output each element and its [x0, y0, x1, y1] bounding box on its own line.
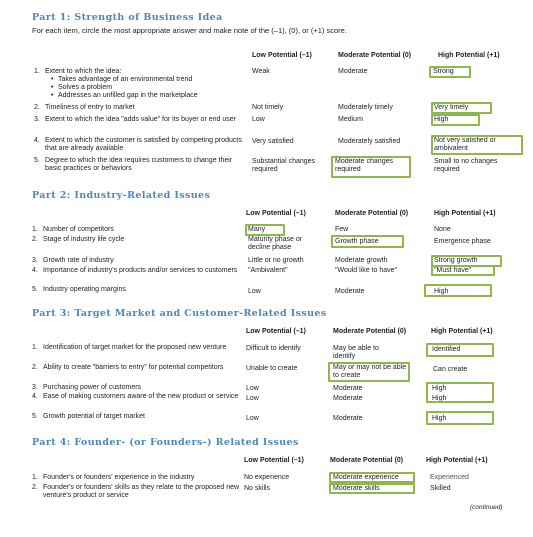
selection-box[interactable] — [424, 284, 492, 297]
part2-row5-moderate: Moderate — [335, 288, 365, 295]
part3-col-low: Low Potential (–1) — [246, 328, 306, 335]
row-number: 2. — [32, 364, 38, 371]
part1-row1-moderate: Moderate — [338, 68, 368, 75]
row-criterion: Number of competitors — [43, 226, 114, 233]
row-criterion: Extent to which the customer is satisfied by competing products that are already available — [45, 137, 242, 152]
part2-row2-low: Maturity phase or decline phase — [248, 236, 303, 251]
part4-row1-high: Experienced — [430, 474, 469, 481]
row-number: 1. — [32, 474, 38, 481]
row-number: 4. — [32, 267, 38, 274]
part2-row4-high: "Must have" — [434, 267, 472, 274]
row-criterion: Founder's or founders' skills as they relate to the proposed new venture's product or service — [43, 484, 240, 499]
part3-row1-low: Difficult to identify — [246, 345, 301, 352]
part4-col-low: Low Potential (–1) — [244, 457, 304, 464]
part2-row4-low: "Ambivalent" — [248, 267, 288, 274]
row-number: 1. — [32, 344, 38, 351]
row-criterion: Stage of industry life cycle — [43, 236, 125, 243]
part1-row2-moderate: Moderately timely — [338, 104, 393, 111]
part3-row3-low: Low — [246, 385, 259, 392]
part4-title: Part 4: Founder- (or Founders-) Related Issues — [32, 437, 299, 448]
part2-row3-low: Little or no growth — [248, 257, 304, 264]
part4-row1-low: No experience — [244, 474, 290, 481]
part1-col-high: High Potential (+1) — [438, 52, 500, 59]
selection-box[interactable] — [328, 362, 410, 382]
part3-col-high: High Potential (+1) — [431, 328, 493, 335]
row-number: 3. — [34, 116, 40, 123]
part2-row1-high: None — [434, 226, 451, 233]
part1-row5-moderate: Moderate changes required — [335, 158, 393, 173]
part1-row4-low: Very satisfied — [252, 138, 294, 145]
part1-row3-high: High — [434, 116, 449, 123]
part3-row3-high: High — [432, 385, 447, 392]
selection-box[interactable] — [245, 224, 285, 236]
part3-row2-high: Can create — [433, 366, 468, 373]
part4-col-moderate: Moderate Potential (0) — [330, 457, 404, 464]
part2-row5-high: High — [434, 288, 449, 295]
part3-row3-moderate: Moderate — [333, 385, 363, 392]
row-number: 1. — [32, 226, 38, 233]
row-number: 4. — [32, 393, 38, 400]
row-criterion: Identification of target market for the proposed new venture — [43, 344, 227, 351]
part3-col-moderate: Moderate Potential (0) — [333, 328, 407, 335]
selection-box[interactable] — [329, 472, 415, 483]
row-criterion: Importance of industry's products and/or services to customers — [43, 267, 238, 274]
part4-row2-low: No skills — [244, 485, 271, 492]
row-number: 5. — [32, 413, 38, 420]
part3-row2-low: Unable to create — [246, 365, 298, 372]
part3-row5-low: Low — [246, 415, 259, 422]
selection-box[interactable] — [331, 156, 411, 178]
row-criterion: Founder's or founders' experience in the industry — [43, 474, 195, 481]
part2-col-high: High Potential (+1) — [434, 210, 496, 217]
selection-box[interactable] — [429, 66, 471, 78]
part1-row2-high: Very timely — [434, 104, 469, 111]
part2-row5-low: Low — [248, 288, 261, 295]
selection-box[interactable] — [426, 411, 494, 425]
part1-row1-high: Strong — [433, 68, 454, 75]
selection-box[interactable] — [331, 235, 404, 248]
selection-box[interactable] — [426, 343, 494, 357]
row-number: 2. — [32, 236, 38, 243]
part1-title: Part 1: Strength of Business Idea — [32, 12, 223, 23]
part3-row1-high: Identified — [432, 346, 461, 353]
part2-row2-moderate: Growth phase — [335, 238, 379, 245]
part1-row2-low: Not timely — [252, 104, 284, 111]
row-criterion: Ease of making customers aware of the new product or service — [43, 393, 239, 400]
row-number: 2. — [34, 104, 40, 111]
row-criterion: Degree to which the idea requires customers to change their basic practices or behaviors — [45, 157, 233, 172]
part3-row4-moderate: Moderate — [333, 395, 363, 402]
part2-title: Part 2: Industry-Related Issues — [32, 190, 211, 201]
row-number: 5. — [34, 157, 40, 164]
row-number: 4. — [34, 137, 40, 144]
instructions-text: For each item, circle the most appropriate answer and make note of the (–1), (0), or (+1) score. — [32, 26, 347, 35]
row-number: 3. — [32, 384, 38, 391]
part3-row5-high: High — [432, 415, 447, 422]
row-criterion: Extent to which the idea "adds value" for its buyer or end user — [45, 116, 236, 123]
bullet-item: • Takes advantage of an environmental trend — [58, 76, 250, 84]
selection-box[interactable] — [431, 135, 523, 155]
row-number: 3. — [32, 257, 38, 264]
part1-row5-high: Small to no changes required — [434, 158, 498, 173]
bullet-list — [58, 76, 250, 100]
part2-row3-high: Strong growth — [434, 257, 478, 264]
row-number: 5. — [32, 286, 38, 293]
part2-row2-high: Emergence phase — [434, 238, 491, 245]
part2-col-moderate: Moderate Potential (0) — [335, 210, 409, 217]
part1-row3-moderate: Medium — [338, 116, 363, 123]
part1-row4-high: Not very satisfied or ambivalent — [434, 137, 496, 152]
row-criterion: Growth potential of target market — [43, 413, 145, 420]
part1-row1-low: Weak — [252, 68, 270, 75]
part1-col-moderate: Moderate Potential (0) — [338, 52, 412, 59]
row-number: 2. — [32, 484, 38, 491]
continued-note: (continued) — [470, 504, 503, 511]
selection-box[interactable] — [431, 114, 480, 126]
part3-row4-high: High — [432, 395, 447, 402]
part1-col-low: Low Potential (–1) — [252, 52, 312, 59]
part4-col-high: High Potential (+1) — [426, 457, 488, 464]
bullet-item: • Addresses an unfilled gap in the marketplace — [58, 92, 250, 100]
row-criterion: Timeliness of entry to market — [45, 104, 135, 111]
selection-box[interactable] — [431, 102, 492, 114]
part1-row3-low: Low — [252, 116, 265, 123]
part3-row5-moderate: Moderate — [333, 415, 363, 422]
selection-box[interactable] — [426, 382, 494, 403]
part4-row2-moderate: Moderate skills — [333, 485, 380, 492]
row-criterion: Ability to create "barriers to entry" for potential competitors — [43, 364, 224, 371]
part3-row1-moderate: May be able to identify — [333, 345, 379, 360]
selection-box[interactable] — [329, 483, 415, 494]
part2-row1-moderate: Few — [335, 226, 349, 233]
part2-row4-moderate: "Would like to have" — [335, 267, 398, 274]
part2-row1-low: Many — [248, 226, 266, 233]
row-criterion: Extent to which the idea: — [45, 68, 122, 75]
part4-row2-high: Skilled — [430, 485, 451, 492]
bullet-item: • Solves a problem — [58, 84, 250, 92]
part1-row4-moderate: Moderately satisfied — [338, 138, 401, 145]
row-number: 1. — [34, 68, 40, 75]
row-criterion: Purchasing power of customers — [43, 384, 142, 391]
selection-box[interactable] — [431, 265, 495, 276]
row-criterion: Growth rate of industry — [43, 257, 114, 264]
part1-row5-low: Substantial changes required — [252, 158, 316, 173]
row-criterion: Industry operating margins — [43, 286, 126, 293]
part3-row4-low: Low — [246, 395, 259, 402]
part3-title: Part 3: Target Market and Customer-Related Issues — [32, 308, 327, 319]
part4-row1-moderate: Moderate experience — [333, 474, 399, 481]
part2-row3-moderate: Moderate growth — [335, 257, 388, 264]
part3-row2-moderate: May or may not be able to create — [333, 364, 407, 379]
part2-col-low: Low Potential (–1) — [246, 210, 306, 217]
